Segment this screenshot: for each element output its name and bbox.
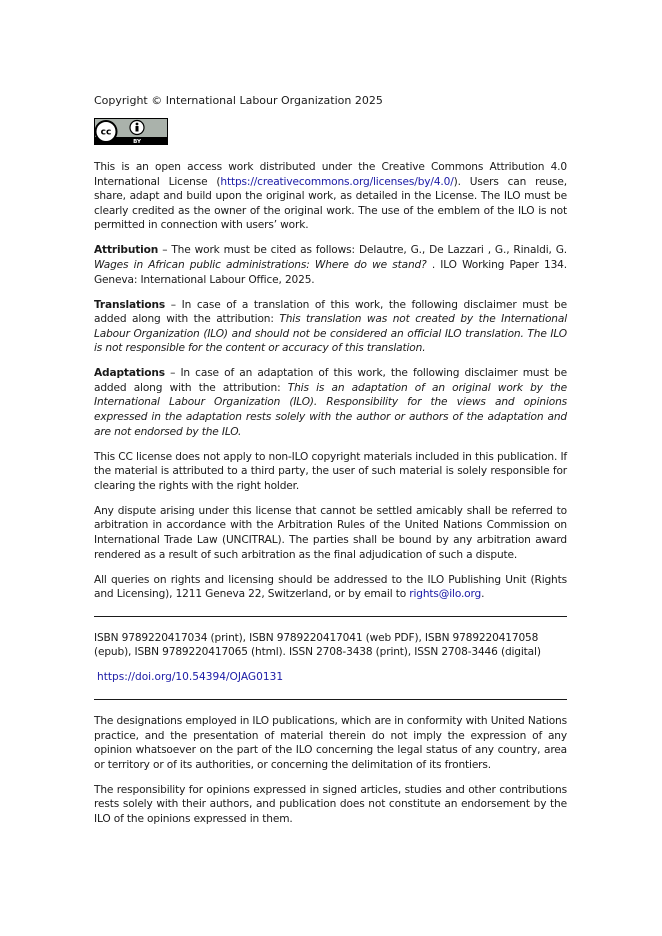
- attribution-title: Wages in African public administrations: Where do we stand?: [94, 258, 427, 271]
- queries-text: All queries on rights and licensing should be addressed to the ILO Publishing Unit (Rights and Licensing), 1211 Geneva 22, Switzerland, or by email to: [94, 573, 567, 601]
- cc-badge-text: cc: [100, 127, 112, 138]
- doi-link[interactable]: https://doi.org/10.54394/OJAG0131: [97, 671, 284, 684]
- designations-paragraph: The designations employed in ILO publications, which are in conformity with United Nations practice, and the presentation of material therein do not imply the expression of any opinion whatsoever on the part of the ILO concerning the legal status of any country, area or territory or of its authorities, or concerning the delimitation of its frontiers.: [94, 714, 567, 771]
- isbn-paragraph: ISBN 9789220417034 (print), ISBN 9789220417041 (web PDF), ISBN 9789220417058 (epub), ISBN 9789220417065 (html). ISSN 2708-3438 (print), ISSN 2708-3446 (digital): [94, 631, 541, 659]
- attribution-heading: Attribution: [94, 244, 159, 257]
- adaptations-disclaimer: This is an adaptation of an original work by the International Labour Organization (ILO). Responsibility for the views and opinions expressed in the adaptation rests solely with the author or authors of the adaptation and are not endorsed by the ILO.: [94, 381, 567, 438]
- email-link[interactable]: rights@ilo.org: [409, 588, 482, 601]
- copyright-notice: Copyright © International Labour Organization 2025: [94, 94, 383, 107]
- doi-line: [97, 670, 567, 685]
- third-party-paragraph: This CC license does not apply to non-ILO copyright materials included in this publication. If the material is attributed to a third party, the user of such material is solely responsible for clearing the rights with the right holder.: [94, 450, 567, 492]
- translations-heading: Translations: [94, 298, 166, 311]
- attribution-paragraph: [94, 243, 567, 287]
- adaptations-heading: Adaptations: [94, 367, 165, 380]
- responsibility-paragraph: The responsibility for opinions expressed in signed articles, studies and other contributions rests solely with their authors, and publication does not constitute an endorsement by the ILO of the opinions expressed in them.: [94, 783, 567, 825]
- queries-paragraph: [94, 573, 567, 602]
- by-badge-text: BY: [133, 139, 141, 145]
- license-text-before: This is an open access work distributed under the Creative Commons Attribution 4.0 International License (: [94, 161, 567, 188]
- license-link[interactable]: https://creativecommons.org/licenses/by/4.0/: [220, 175, 454, 188]
- attribution-text: – The work must be cited as follows: Delautre, G., De Lazzari , G., Rinaldi, G.: [158, 244, 567, 257]
- license-text-after: ). Users can reuse, share, adapt and build upon the original work, as detailed in the License. The ILO must be clearly credited as the owner of the original work. The use of the emblem of the ILO is not permitted in connection with users’ work.: [94, 175, 567, 232]
- attribution-rest: . ILO Working Paper 134. Geneva: International Labour Office, 2025.: [94, 258, 567, 286]
- divider-bottom: [94, 699, 567, 700]
- license-paragraph: [94, 160, 567, 233]
- cc-by-license-icon: [94, 118, 168, 145]
- translations-text: – In case of a translation of this work, the following disclaimer must be added along with the attribution:: [94, 298, 567, 326]
- translations-paragraph: [94, 298, 567, 356]
- translations-disclaimer: This translation was not created by the International Labour Organization (ILO) and should not be considered an official ILO translation. The ILO is not responsible for the content or accuracy of this translation.: [94, 313, 567, 355]
- dispute-paragraph: Any dispute arising under this license that cannot be settled amicably shall be referred to arbitration in accordance with the Arbitration Rules of the United Nations Commission on International Trade Law (UNCITRAL). The parties shall be bound by any arbitration award rendered as a result of such arbitration as the final adjudication of such a dispute.: [94, 504, 567, 561]
- queries-text-end: .: [481, 588, 485, 601]
- adaptations-paragraph: [94, 366, 567, 439]
- divider-top: [94, 616, 567, 617]
- adaptations-text: – In case of an adaptation of this work, the following disclaimer must be added along with the attribution:: [94, 367, 567, 394]
